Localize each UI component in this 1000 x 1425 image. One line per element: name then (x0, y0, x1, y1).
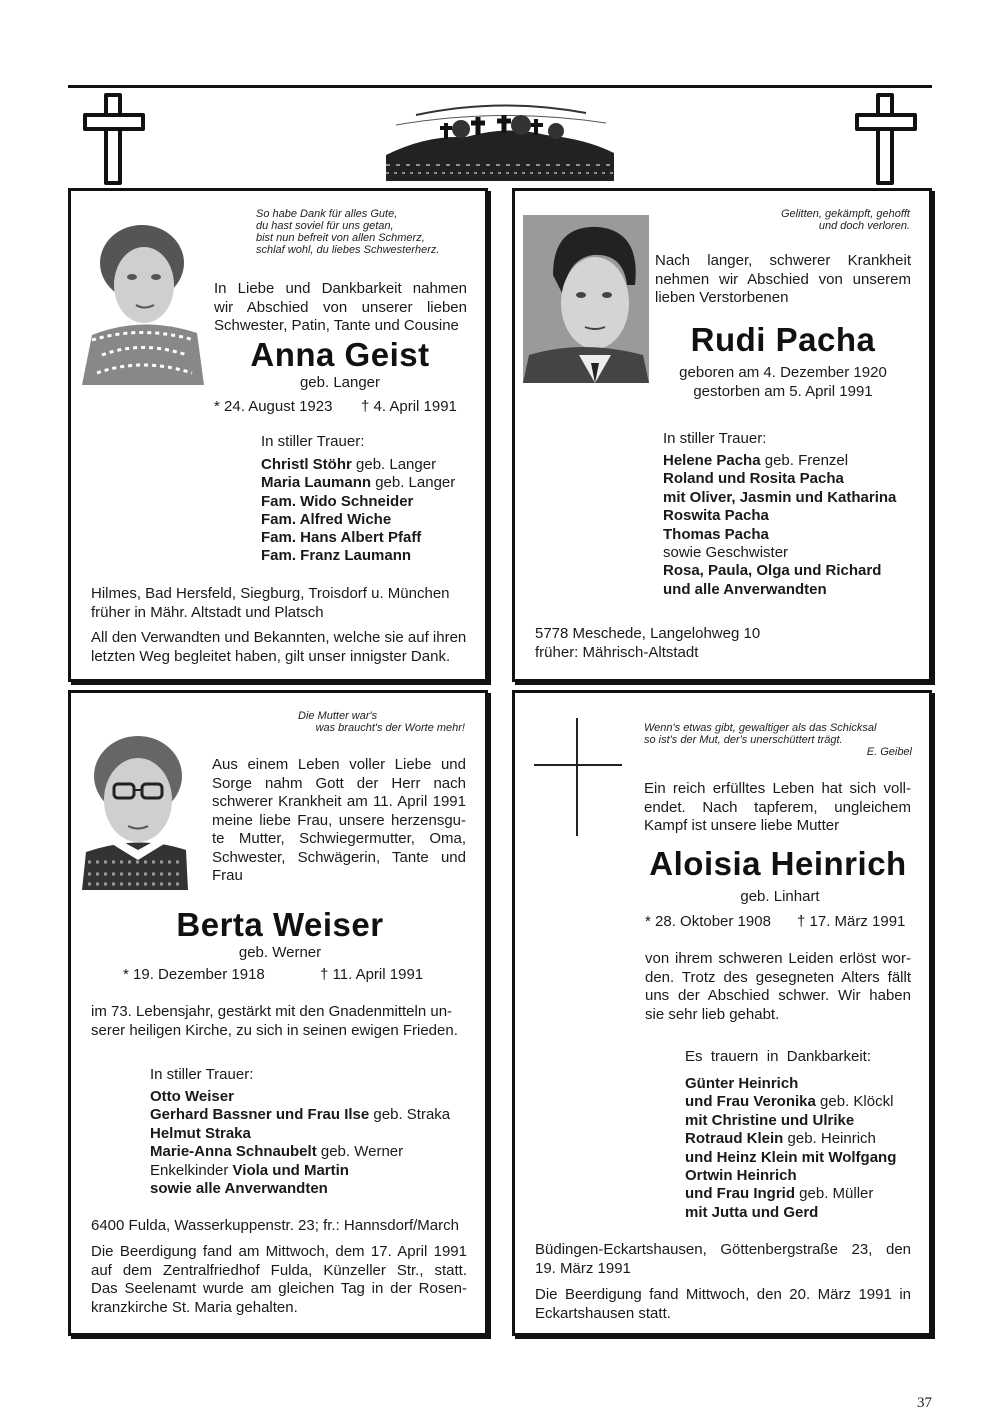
funeral-text: Die Beerdigung fand am Mittwoch, dem 17. April 1991 auf dem Zentralfriedhof Fulda, Künzeller Str., statt. Das Seelenamt wurde am gleichen Tag in der Rosen- kranzkirche St. Maria gehalten. (91, 1243, 467, 1316)
mourners-list: Otto Weiser Gerhard Bassner und Frau Ilse geb. Straka Helmut Straka Marie-Anna Schnaubelt geb. Werner Enkelkinder Viola und Martin sowie alle Anverwandten (150, 1088, 451, 1198)
address: 6400 Fulda, Wasserkuppenstr. 23; fr.: Hannsdorf/March (91, 1217, 459, 1234)
mourning-label: Es trauern in Dankbarkeit: (685, 1048, 871, 1065)
birth-date: * 24. August 1923 (214, 398, 333, 415)
intro-text: Ein reich erfülltes Leben hat sich voll- endet. Nach tapferem, ungleichem Kampf ist unsere liebe Mutter (644, 780, 911, 834)
graveyard-illustration (386, 95, 614, 181)
header-rule (68, 85, 932, 88)
deceased-name: Anna Geist (250, 336, 430, 373)
deceased-name: Rudi Pacha (690, 321, 876, 358)
intro-text: Aus einem Leben voller Liebe und Sorge nahm Gott der Herr nach schwerer Krankheit am 11. April 1991 meine liebe Frau, unsere herzensgu- te Mutter, Schwiegermutter, Oma, Schwester, Schwägerin, Tante und Frau (212, 756, 466, 884)
closing-text: All den Verwandten und Bekannten, welche sie auf ihren letzten Weg begleitet haben, gilt unser innigster Dank. (91, 629, 467, 665)
places: Hilmes, Bad Hersfeld, Siegburg, Troisdorf u. München früher in Mähr. Altstadt und Platsch (91, 585, 450, 621)
thin-cross-icon (576, 718, 578, 836)
death-text: von ihrem schweren Leiden erlöst wor- den. Trotz des gesegneten Alters fällt uns der Abschied schwer. Wir haben sie sehr lieb gehabt. (645, 950, 911, 1023)
maiden-name: geb. Werner (238, 944, 322, 961)
deceased-name: Berta Weiser (176, 906, 384, 943)
address: Büdingen-Eckartshausen, Göttenbergstraße 23, den 19. März 1991 (535, 1241, 911, 1277)
cross-icon (83, 93, 145, 185)
thin-cross-bar (534, 764, 622, 766)
birth-date: geboren am 4. Dezember 1920 (679, 364, 887, 381)
portrait-photo (523, 215, 649, 383)
death-date: † 17. März 1991 (797, 913, 906, 930)
poem: So habe Dank für alles Gute, du hast soviel für uns getan, bist nun befreit von allen Schmerz, schlaf wohl, du liebes Schwesterherz. (256, 208, 440, 256)
maiden-name: geb. Linhart (740, 888, 820, 905)
birth-date: * 19. Dezember 1918 (123, 966, 265, 983)
mourners-list: Christl Stöhr geb. Langer Maria Laumann geb. Langer Fam. Wido Schneider Fam. Alfred Wiche Fam. Hans Albert Pfaff Fam. Franz Laumann (261, 456, 456, 565)
poem-author: E. Geibel (866, 746, 912, 758)
death-date: † 11. April 1991 (320, 966, 424, 983)
address: 5778 Meschede, Langelohweg 10 früher: Mährisch-Altstadt (535, 625, 761, 661)
poem: Wenn's etwas gibt, gewaltiger als das Schicksal so ist's der Mut, der's unerschüttert trägt. E. Geibel (644, 722, 912, 758)
death-date: gestorben am 5. April 1991 (693, 383, 873, 400)
deceased-name: Aloisia Heinrich (649, 845, 907, 882)
death-text: im 73. Lebensjahr, gestärkt mit den Gnadenmitteln un- serer heiligen Kirche, zu sich in seinen ewigen Frieden. (91, 1003, 458, 1039)
cross-icon (855, 93, 917, 185)
poem: Gelitten, gekämpft, gehofft und doch verloren. (780, 208, 910, 232)
mourners-list: Helene Pacha geb. Frenzel Roland und Rosita Pacha mit Oliver, Jasmin und Katharina Roswita Pacha Thomas Pacha sowie Geschwister Rosa, Paula, Olga und Richard und alle Anverwandten (663, 452, 897, 598)
mourning-label: In stiller Trauer: (150, 1066, 254, 1083)
mourning-label: In stiller Trauer: (663, 430, 767, 447)
portrait-photo (82, 215, 204, 385)
intro-text: Nach langer, schwerer Krankheit nehmen wir Abschied von unserem lieben Verstorbenen (655, 252, 911, 306)
intro-text: In Liebe und Dankbarkeit nahmen wir Abschied von unserer lieben Schwester, Patin, Tante und Cousine (214, 280, 467, 334)
poem: Die Mutter war's was braucht's der Worte mehr! (298, 710, 465, 734)
funeral-text: Die Beerdigung fand Mittwoch, den 20. März 1991 in Eckartshausen statt. (535, 1286, 911, 1322)
maiden-name: geb. Langer (299, 374, 381, 391)
portrait-photo (82, 722, 188, 890)
mourners-list: Günter Heinrich und Frau Veronika geb. Klöckl mit Christine und Ulrike Rotraud Klein geb. Heinrich und Heinz Klein mit Wolfgang Ortwin Heinrich und Frau Ingrid geb. Müller mit Jutta und Gerd (685, 1075, 897, 1221)
death-date: † 4. April 1991 (361, 398, 457, 415)
mourning-label: In stiller Trauer: (261, 433, 365, 450)
birth-date: * 28. Oktober 1908 (645, 913, 771, 930)
page-number: 37 (917, 1395, 932, 1411)
